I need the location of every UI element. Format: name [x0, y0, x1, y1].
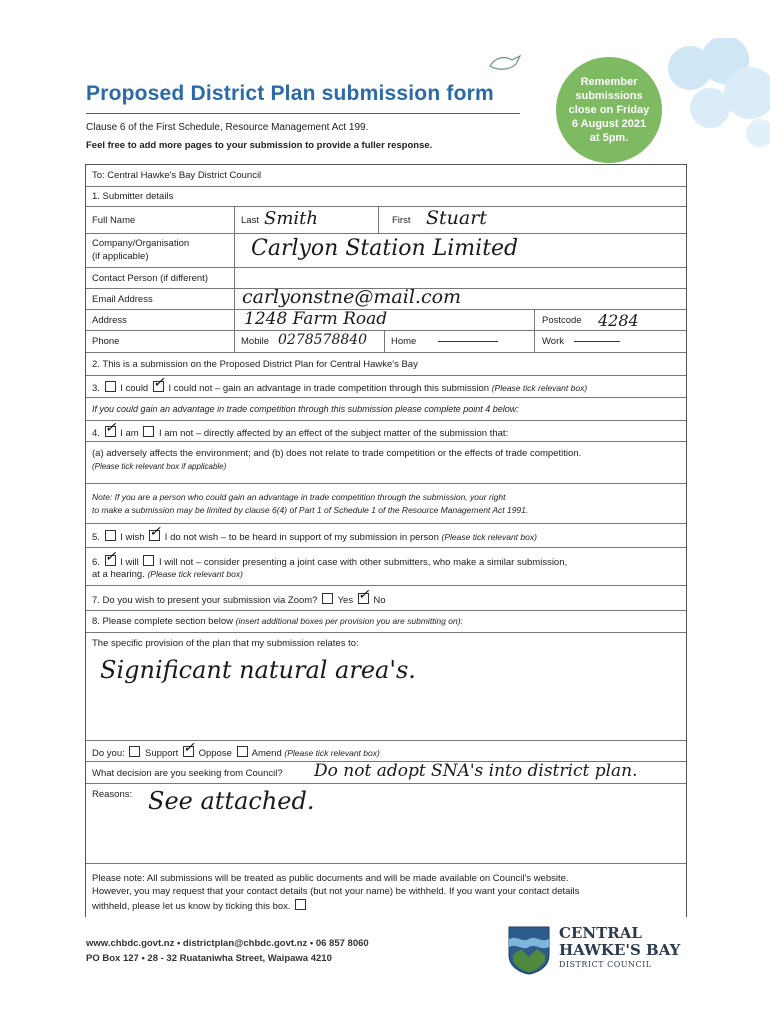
q7-no-label: No — [373, 595, 386, 606]
reminder-line: at 5pm. — [589, 132, 629, 144]
q6-hint: (Please tick relevant box) — [147, 569, 243, 579]
q4-am-not-label: I am not – directly affected by an effect of the subject matter of the submission that: — [158, 428, 509, 439]
decision-field[interactable]: Do not adopt SNA's into district plan. — [314, 761, 638, 781]
amend-checkbox[interactable] — [237, 746, 248, 757]
mobile-field[interactable]: 0278578840 — [278, 332, 368, 348]
q8-row — [86, 610, 686, 633]
q5-wish-checkbox[interactable] — [105, 530, 116, 541]
q3-note-row — [86, 397, 686, 421]
provision-row — [86, 632, 686, 741]
contact-person-label: Contact Person (if different) — [92, 273, 208, 284]
last-name-field[interactable]: Smith — [264, 208, 318, 229]
reminder-line: 6 August 2021 — [571, 118, 647, 130]
reminder-line: submissions — [575, 90, 643, 102]
reminder-line: Remember — [580, 76, 638, 88]
clause-text: Clause 6 of the First Schedule, Resource Management Act 199. — [86, 122, 369, 133]
first-name-label: First — [392, 215, 411, 226]
q4-hint: (Please tick relevant box if applicable) — [92, 462, 227, 471]
q7-question: 7. Do you wish to present your submission via Zoom? — [92, 595, 318, 606]
full-name-label: Full Name — [92, 215, 136, 226]
q8-hint: (insert additional boxes per provision you are submitting on): — [235, 616, 463, 626]
note-line: to make a submission may be limited by clause 6(4) of Part 1 of Schedule 1 of the Resource Management Act 1991. — [92, 505, 529, 515]
position-row — [86, 740, 686, 762]
company-field[interactable]: Carlyon Station Limited — [251, 236, 519, 261]
q6-will-label: I will — [120, 557, 139, 568]
q3-row — [86, 375, 686, 398]
fuller-response-text: Feel free to add more pages to your submission to provide a fuller response. — [86, 140, 433, 151]
q6-will-checkbox[interactable] — [105, 555, 116, 566]
q6-will-not-label: I will not – consider presenting a joint case with other submitters, who make a similar submission, — [158, 557, 568, 568]
provision-field[interactable]: Significant natural area's. — [100, 656, 416, 684]
logo-central: CENTRAL — [559, 924, 642, 942]
q2-text: 2. This is a submission on the Proposed District Plan for Central Hawke's Bay — [92, 359, 418, 370]
support-label: Support — [145, 748, 179, 759]
q7-yes-label: Yes — [337, 595, 354, 606]
mobile-label: Mobile — [241, 336, 269, 347]
logo-hawkes-bay: HAWKE'S BAY — [559, 941, 681, 959]
postcode-field[interactable]: 4284 — [598, 311, 639, 330]
q6-line2: at a hearing. — [92, 569, 145, 580]
q5-wish-label: I wish — [120, 532, 145, 543]
note-line: Note: If you are a person who could gain an advantage in trade competition through the submission, your right — [92, 492, 506, 502]
q4-am-checkbox[interactable] — [105, 426, 116, 437]
q5-do-not-wish-checkbox[interactable] — [149, 530, 160, 541]
q3-could-checkbox[interactable] — [105, 381, 116, 392]
full-name-row — [86, 206, 686, 234]
q5-do-not-wish-label: I do not wish – to be heard in support of my submission in person — [164, 532, 439, 543]
address-field[interactable]: 1248 Farm Road — [244, 309, 388, 329]
oppose-checkbox[interactable] — [183, 746, 194, 757]
q7-yes-checkbox[interactable] — [322, 593, 333, 604]
address-row — [86, 309, 686, 331]
position-hint: (Please tick relevant box) — [284, 748, 380, 758]
q5-row — [86, 523, 686, 548]
postcode-label: Postcode — [542, 315, 582, 326]
q3-could-label: I could — [120, 383, 149, 394]
q5-number: 5. — [92, 532, 100, 543]
q8-text: 8. Please complete section below — [92, 616, 233, 627]
email-label: Email Address — [92, 294, 153, 305]
note-row — [86, 483, 686, 524]
work-phone-blank[interactable] — [574, 341, 620, 342]
q3-hint: (Please tick relevant box) — [491, 383, 588, 393]
phone-row — [86, 330, 686, 353]
q6-number: 6. — [92, 557, 100, 568]
q4-am-not-checkbox[interactable] — [143, 426, 154, 437]
to-row — [86, 165, 686, 187]
submission-form — [85, 164, 687, 917]
pen-doodle-icon — [488, 52, 522, 74]
council-crest-icon — [507, 925, 551, 975]
privacy-text: withheld, please let us know by ticking this box. — [92, 901, 291, 912]
company-sublabel: (if applicable) — [92, 251, 149, 262]
home-phone-label: Home — [391, 336, 417, 347]
q6-will-not-checkbox[interactable] — [143, 555, 154, 566]
q3-number: 3. — [92, 383, 100, 394]
footer-contacts: www.chbdc.govt.nz • districtplan@chbdc.govt.nz • 06 857 8060 — [86, 938, 369, 949]
company-row — [86, 233, 686, 268]
page-title: Proposed District Plan submission form — [86, 82, 494, 105]
q7-row — [86, 585, 686, 611]
company-label: Company/Organisation — [92, 238, 190, 249]
section1-label: 1. Submitter details — [92, 191, 174, 202]
do-you-label: Do you: — [92, 748, 125, 759]
footer-postal: PO Box 127 • 28 - 32 Ruataniwha Street, Waipawa 4210 — [86, 953, 332, 964]
provision-label: The specific provision of the plan that my submission relates to: — [92, 638, 359, 649]
reasons-field[interactable]: See attached. — [148, 787, 315, 815]
q7-no-checkbox[interactable] — [358, 593, 369, 604]
address-label: Address — [92, 315, 127, 326]
q5-hint: (Please tick relevant box) — [441, 532, 537, 542]
privacy-row — [86, 863, 686, 918]
withhold-details-checkbox[interactable] — [295, 899, 306, 910]
q2-row — [86, 352, 686, 376]
email-row — [86, 288, 686, 310]
reminder-line: close on Friday — [568, 104, 650, 116]
q4-am-label: I am — [120, 428, 139, 439]
home-phone-blank[interactable] — [438, 341, 498, 342]
title-underline — [86, 113, 520, 114]
first-name-field[interactable]: Stuart — [426, 207, 487, 229]
logo-district-council: DISTRICT COUNCIL — [559, 960, 652, 969]
last-name-label: Last — [241, 215, 259, 226]
reminder-badge — [556, 57, 662, 163]
work-phone-label: Work — [542, 336, 564, 347]
support-checkbox[interactable] — [129, 746, 140, 757]
privacy-text: Please note: All submissions will be treated as public documents and will be made available on Council's website. — [92, 873, 569, 884]
reasons-label: Reasons: — [92, 789, 133, 800]
q3-note: If you could gain an advantage in trade competition through this submission please complete point 4 below: — [92, 404, 519, 414]
q4-effects-text: (a) adversely affects the environment; and (b) does not relate to trade competition or the effects of trade competition. — [92, 448, 582, 459]
email-field[interactable]: carlyonstne@mail.com — [242, 286, 462, 308]
oppose-label: Oppose — [198, 748, 232, 759]
q4-detail-row — [86, 441, 686, 484]
q3-could-not-label: I could not – gain an advantage in trade competition through this submission — [168, 383, 490, 394]
q3-could-not-checkbox[interactable] — [153, 381, 164, 392]
to-label: To: Central Hawke's Bay District Council — [92, 170, 262, 181]
reasons-row — [86, 783, 686, 863]
q4-number: 4. — [92, 428, 100, 439]
section1-row — [86, 186, 686, 207]
amend-label: Amend — [251, 748, 282, 759]
q6-row — [86, 547, 686, 586]
decision-row — [86, 761, 686, 784]
phone-label: Phone — [92, 336, 120, 347]
q4-row — [86, 420, 686, 442]
privacy-text: However, you may request that your contact details (but not your name) be withheld. If you want your contact details — [92, 886, 580, 897]
decision-label: What decision are you seeking from Council? — [92, 768, 283, 779]
